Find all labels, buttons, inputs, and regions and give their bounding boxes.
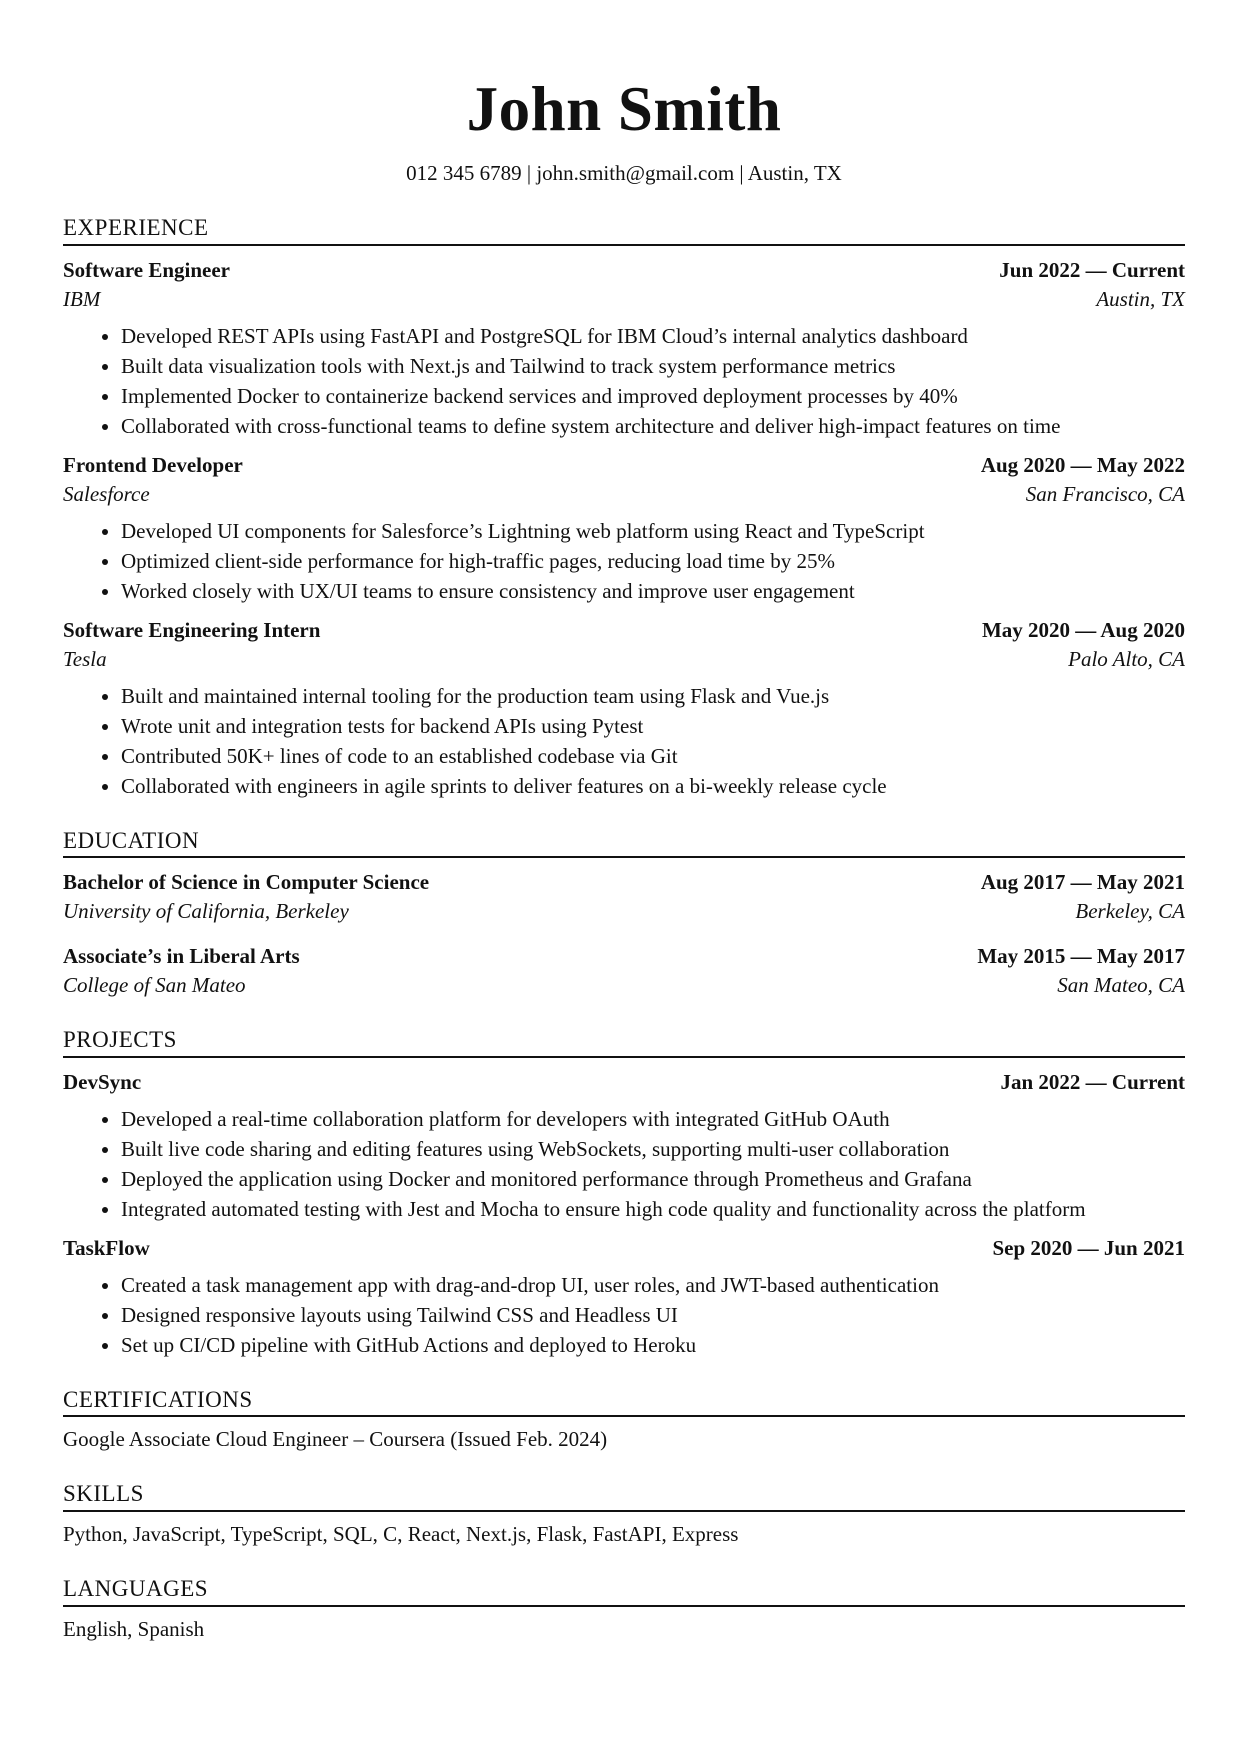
section-title-languages: LANGUAGES [63,1575,1185,1607]
skill-item: , Flask [526,1522,582,1546]
degree: Bachelor of Science in Computer Science [63,870,430,895]
project-dates: Jan 2022 — Current [1000,1069,1185,1094]
bullet-item: • Created a task management app with drag-and-drop UI, user roles, and JWT-based authentication [121,1270,1185,1300]
certification-text: Google Associate Cloud Engineer – Coursera (Issued Feb. 2024) [63,1427,608,1452]
bullet-item: • Built live code sharing and editing features using WebSockets, supporting multi-user collaboration [121,1134,1185,1164]
skill-item: , JavaScript [123,1522,221,1546]
skill-item: , FastAPI [582,1522,661,1546]
skills-section [63,1480,1185,1549]
job-role: Frontend Developer [63,452,243,477]
job-dates: Jun 2022 — Current [999,257,1185,282]
education-section [63,827,1185,1001]
bullet-item: • Set up CI/CD pipeline with GitHub Actions and deployed to Heroku [121,1330,1185,1360]
section-title-education: EDUCATION [63,827,1185,859]
job-location: San Francisco, CA [1025,481,1185,506]
project-bullets [63,1270,1185,1360]
bullet-item: • Optimized client-side performance for high-traffic pages, reducing load time by 25% [121,546,1185,576]
school-location: Berkeley, CA [1075,899,1185,924]
contact-line: 012 345 6789 | john.smith@gmail.com | Austin, TX [406,161,842,185]
job-dates: Aug 2020 — May 2022 [980,452,1185,477]
job-entry [63,616,1185,801]
languages-section [63,1575,1185,1644]
bullet-item: • Integrated automated testing with Jest and Mocha to ensure high code quality and functionality across the platform [121,1194,1185,1224]
skill-item: , C [373,1522,398,1546]
bullet-item: • Developed a real-time collaboration platform for developers with integrated GitHub OAuth [121,1104,1185,1134]
job-entry [63,256,1185,441]
bullet-item: • Wrote unit and integration tests for backend APIs using Pytest [121,711,1185,741]
experience-section [63,214,1185,801]
skill-item: , TypeScript [221,1522,323,1546]
skill-item: , SQL [322,1522,372,1546]
certifications-section [63,1386,1185,1455]
languages-list [63,1615,1185,1644]
bullet-item: • Worked closely with UX/UI teams to ensure consistency and improve user engagement [121,576,1185,606]
job-company: Salesforce [63,481,150,506]
job-location: Palo Alto, CA [1068,646,1185,671]
skill-item: , Express [661,1522,738,1546]
project-entry [63,1234,1185,1360]
bullet-item: • Built data visualization tools with Next.js and Tailwind to track system performance metrics [121,351,1185,381]
education-dates: Aug 2017 — May 2021 [980,870,1185,895]
job-dates: May 2020 — Aug 2020 [981,617,1185,642]
job-bullets [63,516,1185,606]
language-item: , Spanish [127,1617,204,1641]
school-location: San Mateo, CA [1057,973,1185,998]
section-title-projects: PROJECTS [63,1026,1185,1058]
job-bullets [63,321,1185,441]
skills-list [63,1520,1185,1549]
skill-item: , React [397,1522,455,1546]
bullet-item: • Implemented Docker to containerize backend services and improved deployment processes by 40% [121,381,1185,411]
job-entry [63,451,1185,606]
bullet-item: • Deployed the application using Docker and monitored performance through Prometheus and Grafana [121,1164,1185,1194]
bullet-item: • Developed UI components for Salesforce’s Lightning web platform using React and TypeScript [121,516,1185,546]
project-dates: Sep 2020 — Jun 2021 [992,1235,1185,1260]
school: University of California, Berkeley [63,899,349,924]
language-item: English [63,1616,128,1641]
skill-item: , Next.js [456,1522,527,1546]
project-bullets [63,1104,1185,1224]
job-company: IBM [63,286,101,311]
degree: Associate’s in Liberal Arts [63,944,300,969]
section-title-certifications: CERTIFICATIONS [63,1386,1185,1418]
bullet-item: • Collaborated with engineers in agile sprints to deliver features on a bi-weekly release cycle [121,771,1185,801]
job-role: Software Engineer [63,257,231,282]
projects-section [63,1026,1185,1360]
section-title-skills: SKILLS [63,1480,1185,1512]
education-entry [63,942,1185,1000]
candidate-name: John Smith [466,74,782,144]
bullet-item: • Built and maintained internal tooling for the production team using Flask and Vue.js [121,681,1185,711]
bullet-item: • Designed responsive layouts using Tailwind CSS and Headless UI [121,1300,1185,1330]
job-role: Software Engineering Intern [63,617,321,642]
project-entry [63,1068,1185,1224]
bullet-item: • Contributed 50K+ lines of code to an established codebase via Git [121,741,1185,771]
job-company: Tesla [63,646,107,671]
project-name: DevSync [63,1069,142,1094]
job-bullets [63,681,1185,801]
project-name: TaskFlow [63,1235,150,1260]
job-location: Austin, TX [1096,286,1185,311]
school: College of San Mateo [63,973,246,998]
bullet-item: • Developed REST APIs using FastAPI and PostgreSQL for IBM Cloud’s internal analytics dashboard [121,321,1185,351]
education-entry [63,868,1185,926]
education-dates: May 2015 — May 2017 [977,944,1185,969]
skill-item: Python [63,1521,123,1546]
bullet-item: • Collaborated with cross-functional teams to define system architecture and deliver high-impact features on time [121,411,1185,441]
section-title-experience: EXPERIENCE [63,214,1185,246]
resume-header [63,74,1185,186]
